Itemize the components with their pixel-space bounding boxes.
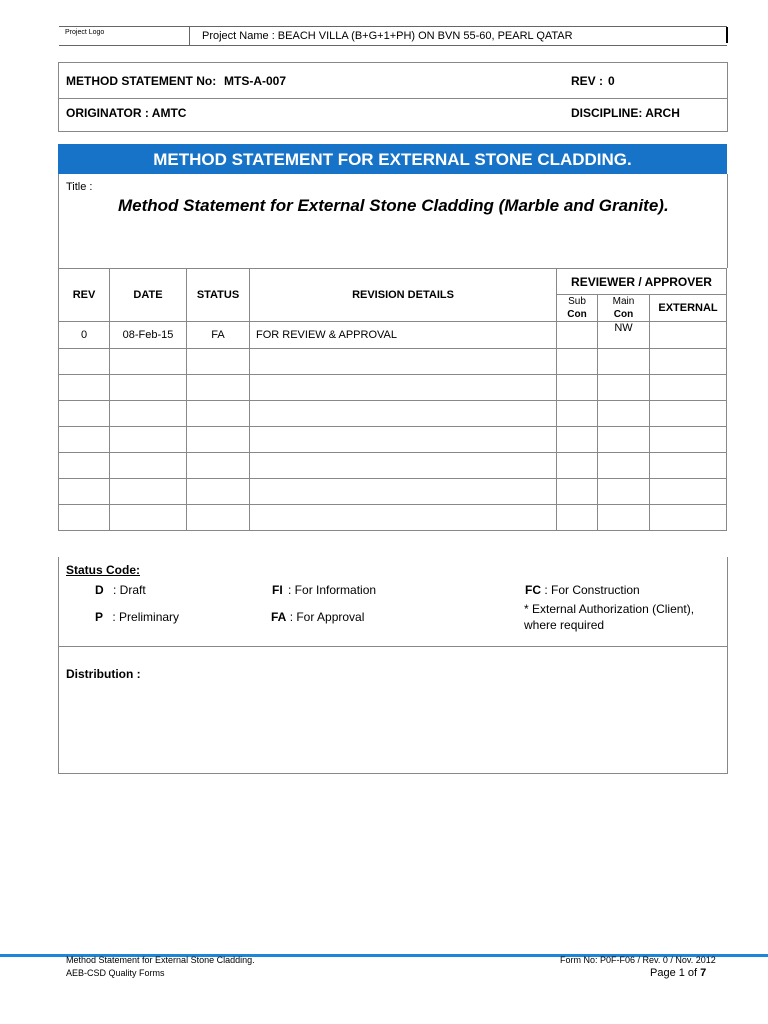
row-rev [59,479,110,505]
originator: ORIGINATOR : AMTC [66,106,187,120]
row-rev: 0 [59,322,110,349]
table-row [59,401,727,427]
main-con-line-2: Con [613,309,634,320]
rev-value: 0 [608,74,615,88]
header-date: DATE [110,269,187,322]
footer-form-number: Form No: P0F-F06 / Rev. 0 / Nov. 2012 [560,955,716,965]
header-info-box [58,62,728,132]
row-sub-con [557,479,598,505]
status-text: : For Information [288,583,377,597]
row-status: FA [187,322,250,349]
rev-label: REV : [571,74,604,88]
row-rev [59,505,110,531]
status-for-information [272,583,376,597]
row-date [110,479,187,505]
status-for-approval [271,610,364,624]
footer-quality-forms: AEB-CSD Quality Forms [66,968,165,978]
method-statement-no-value: MTS-A-007 [224,74,287,88]
title-label: Title : [66,181,93,193]
row-sub-con [557,322,598,349]
revision-table [58,268,727,531]
row-date [110,349,187,375]
method-statement-no-label: METHOD STATEMENT No: [66,74,217,88]
distribution-label: Distribution : [66,667,141,681]
header-rev: REV [59,269,110,322]
row-status [187,453,250,479]
header-right-edge [726,27,728,43]
header-reviewer-approver: REVIEWER / APPROVER [557,269,727,295]
row-details [250,375,557,401]
row-sub-con [557,453,598,479]
row-sub-con [557,349,598,375]
row-date [110,427,187,453]
row-details [250,349,557,375]
row-rev [59,427,110,453]
project-name: Project Name : BEACH VILLA (B+G+1+PH) ON BVN 55-60, PEARL QATAR [202,30,573,42]
row-status [187,427,250,453]
row-sub-con [557,401,598,427]
row-main-con [598,349,650,375]
status-draft [95,583,146,597]
row-rev [59,453,110,479]
row-sub-con [557,427,598,453]
row-status [187,479,250,505]
row-main-con: NW [598,322,650,349]
status-key: D [95,583,104,597]
row-rev [59,375,110,401]
row-main-con [598,375,650,401]
row-main-con [598,479,650,505]
row-external [650,453,727,479]
row-date: 08-Feb-15 [110,322,187,349]
status-key: FA [271,610,287,624]
page-label: Page 1 of [650,967,698,979]
sub-con-line-2: Con [567,309,587,320]
row-details [250,401,557,427]
row-date [110,505,187,531]
row-details [250,427,557,453]
status-key: FI [272,583,283,597]
row-date [110,375,187,401]
table-row [59,375,727,401]
row-details: FOR REVIEW & APPROVAL [250,322,557,349]
table-row [59,322,727,349]
external-authorization-note-2: where required [524,618,605,632]
row-rev [59,349,110,375]
status-text: : Preliminary [112,610,180,624]
row-external [650,375,727,401]
row-status [187,375,250,401]
table-row [59,479,727,505]
row-main-con [598,401,650,427]
status-text: : Draft [113,583,146,597]
external-authorization-note: * External Authorization (Client), [524,602,695,616]
row-status [187,349,250,375]
header-revision-details: REVISION DETAILS [250,269,557,322]
table-row [59,453,727,479]
title-text: Method Statement for External Stone Cladding (Marble and Granite). [118,196,669,215]
row-details [250,453,557,479]
status-key: P [95,610,104,624]
table-row [59,349,727,375]
row-status [187,401,250,427]
status-code-title: Status Code: [66,563,141,577]
row-external [650,479,727,505]
row-external [650,505,727,531]
main-con-line-1: Main [612,296,635,307]
header-row-divider [59,98,727,99]
row-details [250,505,557,531]
status-key: FC [525,583,541,597]
table-row [59,427,727,453]
header-sub-con [557,295,598,322]
sub-con-line-1: Sub [568,296,586,307]
row-main-con [598,453,650,479]
row-external [650,349,727,375]
row-details [250,479,557,505]
status-for-construction [525,583,640,597]
header-external: EXTERNAL [650,295,727,322]
row-date [110,453,187,479]
row-external [650,322,727,349]
project-logo-label: Project Logo [65,29,105,36]
row-external [650,401,727,427]
footer-page-number [650,967,706,979]
row-date [110,401,187,427]
status-text: : For Approval [289,610,365,624]
title-box [58,174,728,268]
header-main-con [598,295,650,322]
discipline: DISCIPLINE: ARCH [571,106,680,120]
status-text: : For Construction [544,583,640,597]
row-external [650,427,727,453]
page-total: 7 [700,967,707,979]
distribution-box [58,646,728,774]
row-rev [59,401,110,427]
footer-document-title: Method Statement for External Stone Cladding. [66,955,255,965]
status-preliminary [95,610,179,624]
row-sub-con [557,505,598,531]
row-main-con [598,427,650,453]
row-status [187,505,250,531]
table-row [59,505,727,531]
document-banner: METHOD STATEMENT FOR EXTERNAL STONE CLADDING. [58,144,727,174]
row-main-con [598,505,650,531]
header-divider [189,27,190,45]
header-status: STATUS [187,269,250,322]
row-sub-con [557,375,598,401]
